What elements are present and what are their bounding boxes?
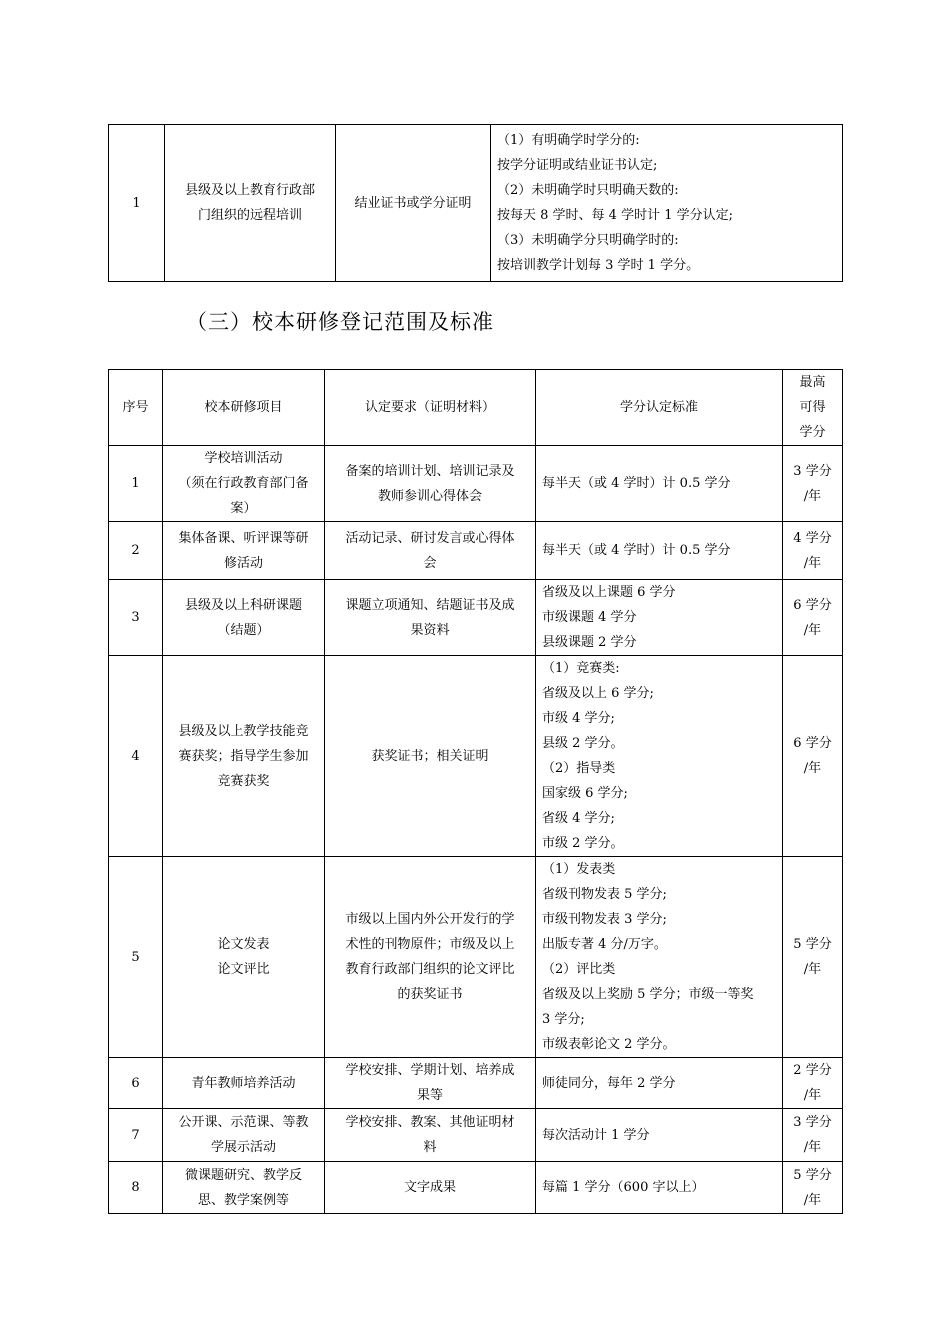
- standard-cell: [536, 522, 783, 580]
- text-line: 出版专著 4 分/万字。: [542, 937, 667, 952]
- max-credit-cell: [783, 656, 843, 857]
- text-line: /年: [803, 1140, 822, 1155]
- text-line: 活动记录、研讨发言或心得体: [345, 530, 515, 546]
- item-cell: [163, 1058, 325, 1109]
- standard-cell: [536, 656, 783, 857]
- text-line: 可得: [799, 400, 826, 415]
- standard-cell: [536, 1058, 783, 1109]
- table-row: [109, 857, 843, 1058]
- text-line: 论文评比: [217, 962, 270, 977]
- standard-cell: [491, 125, 843, 282]
- top-table: [108, 124, 843, 282]
- requirement-cell: [325, 1162, 536, 1214]
- text-line: 市级表彰论文 2 学分。: [542, 1037, 676, 1052]
- text-line: 获奖证书；相关证明: [371, 748, 489, 764]
- text-line: 的获奖证书: [397, 987, 463, 1002]
- text-line: 师徒同分，每年 2 学分: [542, 1075, 676, 1091]
- standard-cell: [536, 857, 783, 1058]
- text-line: /年: [803, 1192, 822, 1208]
- item-cell: [165, 125, 336, 282]
- table-row: [109, 446, 843, 522]
- text-line: 市级 2 学分。: [542, 836, 624, 851]
- text-line: 县级及以上科研课题: [184, 597, 302, 613]
- table-row: [109, 656, 843, 857]
- text-line: 按学分证明或结业证书认定;: [497, 158, 658, 173]
- item-cell: [163, 1162, 325, 1214]
- text-line: 思、教学案例等: [197, 1192, 289, 1208]
- text-line: 市级以上国内外公开发行的学: [345, 912, 515, 927]
- requirement-cell: [325, 1109, 536, 1162]
- text-line: /年: [803, 962, 822, 977]
- text-line: 最高: [799, 375, 826, 390]
- text-line: 备案的培训计划、培训记录及: [345, 463, 515, 479]
- text-line: （2）未明确学时只明确天数的:: [497, 183, 679, 198]
- text-line: 教师参训心得体会: [377, 488, 482, 504]
- text-line: 集体备课、听评课等研: [178, 530, 309, 546]
- standard-cell: [536, 1162, 783, 1214]
- text-line: /年: [803, 1088, 822, 1103]
- standard-cell: [536, 580, 783, 656]
- table-row: [109, 125, 843, 282]
- text-line: 6 学分: [793, 736, 832, 751]
- text-line: /年: [803, 555, 822, 571]
- text-line: 果等: [416, 1088, 443, 1103]
- row-number: 1: [109, 446, 163, 522]
- header-row: [109, 370, 843, 446]
- max-credit-cell: [783, 1058, 843, 1109]
- standard-cell: [536, 446, 783, 522]
- text-line: 5 学分: [793, 1167, 832, 1183]
- row-number: 8: [109, 1162, 163, 1214]
- text-line: 每半天（或 4 学时）计 0.5 学分: [542, 476, 731, 491]
- text-line: 5 学分: [793, 937, 832, 952]
- header-standard: 学分认定标准: [536, 370, 783, 446]
- row-number: 4: [109, 656, 163, 857]
- text-line: （1）竞赛类:: [542, 661, 620, 676]
- text-line: 2 学分: [793, 1063, 832, 1078]
- text-line: /年: [803, 761, 822, 776]
- text-line: /年: [803, 488, 822, 504]
- text-line: /年: [803, 622, 822, 638]
- text-line: 每次活动计 1 学分: [542, 1127, 650, 1143]
- table-row: [109, 522, 843, 580]
- text-line: 学分: [799, 425, 826, 440]
- requirement-cell: [325, 1058, 536, 1109]
- text-line: 6 学分: [793, 597, 832, 613]
- requirement-cell: [325, 580, 536, 656]
- requirement-cell: [325, 656, 536, 857]
- text-line: 县级及以上教学技能竞: [178, 723, 309, 739]
- text-line: 术性的刊物原件；市级及以上: [345, 937, 515, 952]
- text-line: 按每天 8 学时、每 4 学时计 1 学分认定;: [497, 208, 733, 223]
- text-line: 每半天（或 4 学时）计 0.5 学分: [542, 543, 731, 558]
- requirement-cell: [336, 125, 491, 282]
- text-line: （须在行政教育部门备: [178, 476, 309, 491]
- text-line: （结题）: [217, 622, 270, 638]
- text-line: 国家级 6 学分;: [542, 786, 628, 801]
- text-line: 省级 4 学分;: [542, 811, 615, 826]
- text-line: 赛获奖；指导学生参加: [178, 748, 309, 764]
- table-row: [109, 1162, 843, 1214]
- requirement-cell: [325, 857, 536, 1058]
- text-line: 省级及以上课题 6 学分: [542, 585, 676, 600]
- text-line: 学校安排、教案、其他证明材: [345, 1115, 515, 1130]
- header-item: 校本研修项目: [163, 370, 325, 446]
- requirement-cell: [325, 446, 536, 522]
- credit-table: [108, 369, 843, 1214]
- row-number: 2: [109, 522, 163, 580]
- text-line: 3 学分: [793, 463, 832, 479]
- text-line: 果资料: [410, 622, 450, 638]
- text-line: 竞赛获奖: [217, 773, 270, 789]
- text-line: （1）有明确学时学分的:: [497, 133, 640, 148]
- item-cell: [163, 1109, 325, 1162]
- text-line: 省级及以上 6 学分;: [542, 686, 654, 701]
- text-line: 文字成果: [403, 1180, 456, 1195]
- text-line: （2）指导类: [542, 761, 616, 776]
- text-line: 3 学分: [793, 1115, 832, 1130]
- table-row: [109, 1109, 843, 1162]
- row-number: 7: [109, 1109, 163, 1162]
- table-row: [109, 580, 843, 656]
- text-line: 县级 2 学分。: [542, 736, 624, 751]
- text-line: 市级刊物发表 3 学分;: [542, 912, 667, 927]
- max-credit-cell: [783, 1162, 843, 1214]
- text-line: 微课题研究、教学反: [184, 1167, 302, 1183]
- max-credit-cell: [783, 1109, 843, 1162]
- section-title: （三）校本研修登记范围及标准: [186, 310, 494, 334]
- text-line: 修活动: [223, 555, 263, 571]
- header-requirement: 认定要求（证明材料）: [325, 370, 536, 446]
- text-line: 青年教师培养活动: [191, 1075, 296, 1091]
- text-line: 4 学分: [793, 530, 832, 546]
- requirement-cell: [325, 522, 536, 580]
- text-line: 教育行政部门组织的论文评比: [345, 962, 515, 977]
- text-line: 会: [423, 555, 437, 571]
- text-line: 料: [423, 1140, 437, 1155]
- text-line: 市级课题 4 学分: [542, 610, 637, 625]
- text-line: （1）发表类: [542, 862, 616, 877]
- text-line: 课题立项通知、结题证书及成: [345, 597, 515, 613]
- header-max-credit: [783, 370, 843, 446]
- item-cell: [163, 580, 325, 656]
- text-line: 学校安排、学期计划、培养成: [345, 1063, 515, 1078]
- max-credit-cell: [783, 446, 843, 522]
- row-number: 5: [109, 857, 163, 1058]
- table-row: [109, 1058, 843, 1109]
- text-line: 县级课题 2 学分: [542, 635, 637, 650]
- item-cell: [163, 656, 325, 857]
- row-number: 6: [109, 1058, 163, 1109]
- text-line: 县级及以上教育行政部: [184, 183, 315, 198]
- text-line: 省级及以上奖励 5 学分；市级一等奖: [542, 987, 754, 1002]
- text-line: 公开课、示范课、等教: [178, 1115, 309, 1130]
- item-cell: [163, 522, 325, 580]
- row-number: 3: [109, 580, 163, 656]
- table-body: [109, 446, 843, 1214]
- text-line: 市级 4 学分;: [542, 711, 615, 726]
- max-credit-cell: [783, 857, 843, 1058]
- text-line: 学展示活动: [210, 1140, 276, 1155]
- text-line: （2）评比类: [542, 962, 616, 977]
- max-credit-cell: [783, 522, 843, 580]
- header-no: 序号: [109, 370, 163, 446]
- standard-cell: [536, 1109, 783, 1162]
- text-line: 案）: [230, 501, 257, 516]
- text-line: 门组织的远程培训: [197, 208, 302, 223]
- max-credit-cell: [783, 580, 843, 656]
- item-cell: [163, 446, 325, 522]
- item-cell: [163, 857, 325, 1058]
- text-line: 每篇 1 学分（600 字以上）: [542, 1180, 705, 1195]
- text-line: （3）未明确学分只明确学时的:: [497, 233, 679, 248]
- row-number: 1: [109, 125, 165, 282]
- text-line: 学校培训活动: [204, 451, 283, 466]
- text-line: 省级刊物发表 5 学分;: [542, 887, 667, 902]
- text-line: 3 学分;: [542, 1012, 585, 1027]
- text-line: 论文发表: [217, 937, 270, 952]
- text-line: 结业证书或学分证明: [354, 195, 472, 211]
- text-line: 按培训教学计划每 3 学时 1 学分。: [497, 258, 700, 273]
